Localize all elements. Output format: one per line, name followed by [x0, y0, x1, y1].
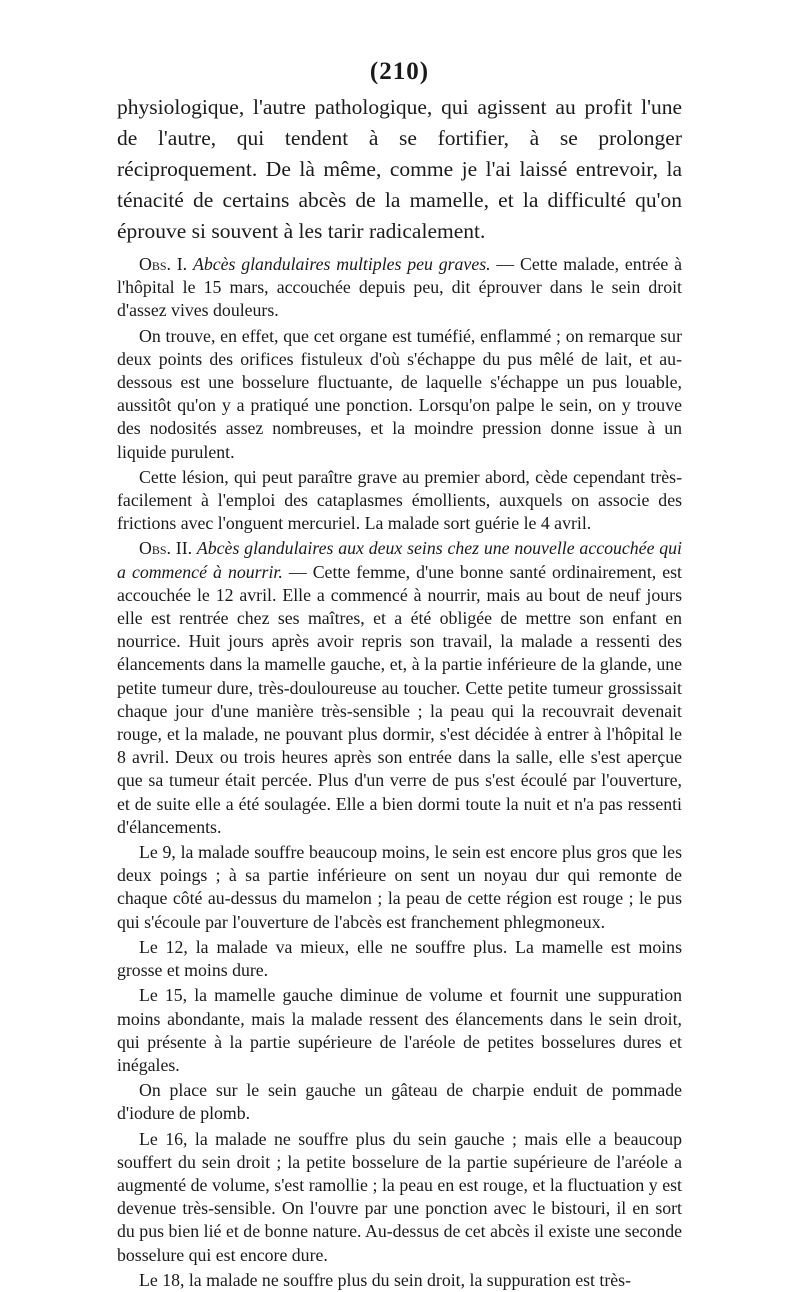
observation-title: Abcès glandulaires aux deux seins chez une nouvelle accouchée qui a commencé à nourrir. [117, 538, 682, 582]
paragraph-text: Le 12, la malade va mieux, elle ne souffre plus. La mamelle est moins grosse et moins dure. [117, 936, 682, 981]
paragraph [117, 1079, 682, 1125]
paragraph-end [117, 1269, 682, 1292]
observation-title: Abcès glandulaires multiples peu graves. [192, 254, 491, 274]
paragraph-text: Cette lésion, qui peut paraître grave au premier abord, cède cependant très-facilement à l'emploi des cataplasmes émollients, auxquels on associe des frictions avec l'onguent mercuriel. La malade sort guérie le 4 avril. [117, 466, 682, 534]
paragraph-continuation [117, 92, 682, 247]
page-number: (210) [369, 58, 430, 85]
paragraph [117, 936, 682, 982]
paragraph-text: On trouve, en effet, que cet organe est tuméfié, enflammé ; on remarque sur deux points des orifices fistuleux d'où s'échappe du pus mêlé de lait, et au-dessous est une bosselure fluctuante, de laquelle s'échappe un pus louable, aussitôt qu'on y a pratiqué une ponction. Lorsqu'on palpe le sein, on y trouve des nodosités assez nombreuses, et la moindre pression donne issue à un liquide purulent. [117, 325, 682, 462]
paragraph-text: physiologique, l'autre pathologique, qui agissent au profit l'une de l'autre, qui tendent à se fortifier, à se prolonger réciproquement. De là même, comme je l'ai laissé entrevoir, la ténacité de certains abcès de la mamelle, et la difficulté qu'on éprouve si souvent à les tarir radicalement. [117, 95, 682, 243]
paragraph-text: Le 9, la malade souffre beaucoup moins, le sein est encore plus gros que les deux poings ; à sa partie inférieure on sent un noyau dur qui remonte de chaque côté au-dessus du mamelon ; la peau de cette région est rouge ; le pus qui s'écoule par l'ouverture de l'abcès est franchement phlegmoneux. [117, 842, 682, 932]
observation-label: Obs. II. [139, 538, 193, 559]
paragraph [117, 841, 682, 934]
observation-label: Obs. I. [139, 254, 188, 274]
paragraph-text: Le 16, la malade ne souffre plus du sein gauche ; mais elle a beaucoup souffert du sein droit ; la petite bosselure de la partie supérieure de l'aréole a augmenté de volume, s'est ramollie ; la peau en est rouge, et la fluctuation y est devenue très-sensible. On l'ouvre par une ponction avec le bistouri, il en sort du pus bien lié et de bonne nature. Au-dessus de cet abcès il existe une seconde bosselure qui est encore dure. [117, 1128, 682, 1265]
paragraph-text: Le 15, la mamelle gauche diminue de volume et fournit une suppuration moins abondante, mais la malade ressent des élancements dans le sein droit, qui présente à la partie supérieure de l'aréole de petites bosselures dures et inégales. [117, 985, 682, 1075]
paragraph-text: On place sur le sein gauche un gâteau de charpie enduit de pommade d'iodure de plomb. [117, 1080, 682, 1124]
paragraph [117, 1128, 682, 1267]
observation-1 [117, 253, 682, 323]
paragraph [117, 984, 682, 1077]
paragraph-text: — Cette malade, entrée à l'hôpital le 15 mars, accouchée depuis peu, dit éprouver dans le sein droit d'assez vives douleurs. [117, 254, 682, 321]
paragraph-text: — Cette femme, d'une bonne santé ordinairement, est accouchée le 12 avril. Elle a commencé à nourrir, mais au bout de neuf jours elle est rentrée chez ses maîtres, et a été obligée de mettre son enfant en nourrice. Huit jours après avoir repris son travail, la malade a ressenti des élancements dans la mamelle gauche, et, à la partie inférieure de la glande, une petite tumeur dure, très-douloureuse au toucher. Cette petite tumeur grossissait chaque jour d'une manière très-sensible ; la peau qui la recouvrait devenait rouge, et la malade, ne pouvant plus dormir, s'est décidée à entrer à l'hôpital le 8 avril. Deux ou trois heures après son entrée dans la salle, elle s'est aperçue que sa tumeur était percée. Plus d'un verre de pus s'est écoulé par l'ouverture, et de suite elle a été soulagée. Elle a bien dormi toute la nuit et n'a pas ressenti d'élancements. [117, 561, 682, 837]
paragraph-text: Le 18, la malade ne souffre plus du sein droit, la suppuration est très- [139, 1269, 631, 1290]
paragraph [117, 325, 682, 464]
observation-2 [117, 537, 682, 839]
paragraph [117, 466, 682, 536]
